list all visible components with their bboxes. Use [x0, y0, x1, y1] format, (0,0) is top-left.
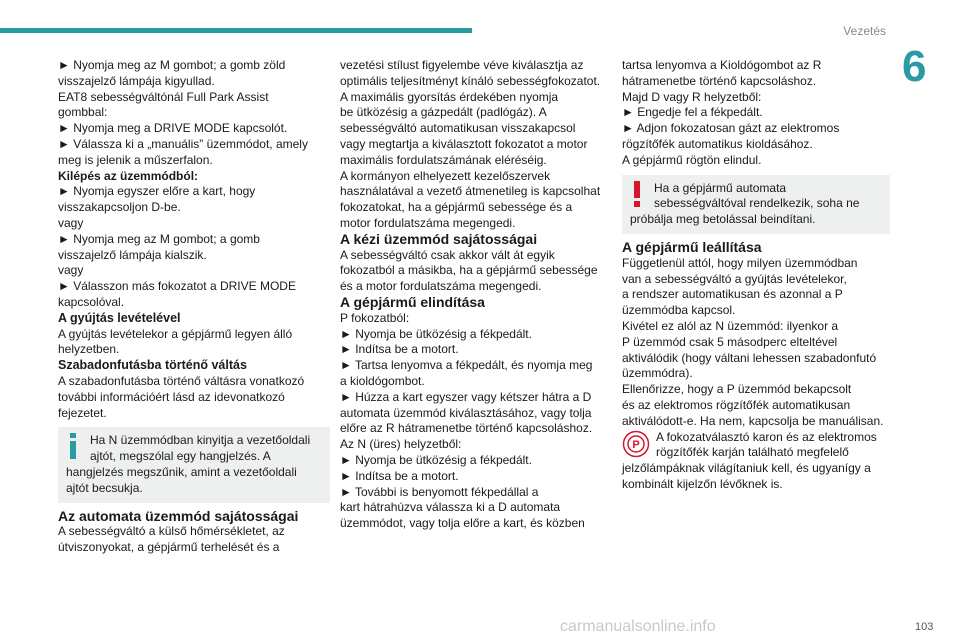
text-line: ► Nyomja meg a DRIVE MODE kapcsolót.: [58, 121, 288, 136]
text-line: ► Nyomja meg az M gombot; a gomb: [58, 231, 260, 246]
text-line: A sebességváltó csak akkor vált át egyik: [340, 247, 555, 262]
text-line: kart hátrahúzva válassza ki a D automata: [340, 500, 561, 515]
svg-text:P: P: [632, 438, 640, 451]
text-line: vezetési stílust figyelembe véve kiválasztja az: [340, 58, 584, 72]
text-line: üzemmódot, vagy tolja előre a kart, és közben: [340, 516, 585, 531]
text-line: rögzítőfék karján található megfelelő: [656, 445, 849, 460]
text-line: van a sebességváltó a gyújtás levételekor,: [622, 271, 847, 286]
text-line: kapcsolóval.: [58, 294, 125, 309]
heading-auto-mode: Az automata üzemmód sajátosságai: [58, 507, 299, 524]
text-line: Az N (üres) helyzetből:: [340, 437, 462, 452]
text-line: útviszonyokat, a gépjármű terhelését és a: [58, 540, 280, 555]
text-line: Kivétel ez alól az N üzemmód: ilyenkor a: [622, 318, 839, 333]
text-line: automata üzemmód kiválasztásához, vagy tolja: [340, 405, 592, 420]
text-line: A kormányon elhelyezett kezelőszervek: [340, 168, 551, 183]
chapter-number: 6: [902, 42, 927, 91]
text-line: ► Indítsa be a motort.: [340, 468, 459, 483]
parking-brake-paragraph: [622, 430, 890, 493]
text-line: P fokozatból:: [340, 310, 410, 325]
text-line: tartsa lenyomva a Kioldógombot az R: [622, 58, 822, 72]
column-3: [622, 58, 890, 493]
text-line: a kioldógombot.: [340, 373, 425, 388]
text-line: ► Nyomja be ütközésig a fékpedált.: [340, 326, 532, 341]
text-line: üzemmódra).: [622, 366, 693, 381]
text-line: gombbal:: [58, 105, 108, 120]
text-line: ► Válasszon más fokozatot a DRIVE MODE: [58, 279, 296, 294]
heading-starting: A gépjármű elindítása: [340, 293, 485, 310]
text-line: vagy megtartja a kiválasztott fokozatot a motor: [340, 136, 588, 151]
info-icon: [66, 433, 80, 459]
text-line: A sebességváltó a külső hőmérsékletet, az: [58, 524, 285, 539]
text-line: visszajelző lámpája kialszik.: [58, 247, 207, 262]
text-line: és az elektromos rögzítőfék automatikusan: [622, 397, 851, 412]
text-line: jelzőlámpáknak világítaniuk kell, és ugyanígy a: [622, 461, 871, 476]
text-line: Majd D vagy R helyzetből:: [622, 89, 762, 104]
text-line: optimális teljesítményt kínáló sebességfokozatot.: [340, 73, 601, 88]
heading-ignition-off: A gyújtás levételével: [58, 310, 181, 325]
text-line: meg is jelenik a műszerfalon.: [58, 152, 213, 167]
text-line: a rendszer automatikusan és azonnal a P: [622, 287, 843, 302]
text-line: fokozatokat, ha a gépjármű sebessége és a: [340, 200, 573, 215]
text-line: kombinált kijelzőn lévőknek is.: [622, 476, 783, 491]
header-accent-bar: [0, 28, 472, 33]
text-line: Ellenőrizze, hogy a P üzemmód bekapcsolt: [622, 382, 852, 397]
subheading: Kilépés az üzemmódból:: [58, 168, 199, 183]
text-line: P üzemmód csak 5 másodperc elteltével: [622, 334, 838, 349]
parking-brake-icon: [622, 430, 650, 458]
heading-freewheel: Szabadonfutásba történő váltás: [58, 358, 247, 373]
text-line: ► Adjon fokozatosan gázt az elektromos: [622, 121, 840, 136]
text-line: további információért lásd az idevonatkozó: [58, 389, 285, 404]
text-line: EAT8 sebességváltónál Full Park Assist: [58, 89, 269, 104]
section-title: Vezetés: [843, 24, 886, 38]
text-line: aktiválódott-e. Ha nem, kapcsolja be manuálisan.: [622, 413, 884, 428]
text-line: A maximális gyorsítás érdekében nyomja: [340, 89, 559, 104]
text-line: aktiválódik (hogy váltani lehessen szabadonfutó: [622, 350, 877, 365]
note-line: ajtót becsukja.: [66, 480, 143, 495]
column-1: [58, 58, 330, 556]
info-note: [58, 427, 330, 502]
heading-stopping: A gépjármű leállítása: [622, 238, 762, 255]
text-line: visszajelző lámpája kigyullad.: [58, 73, 215, 88]
text-line: előre az R hátramenetbe történő kapcsoláshoz.: [340, 421, 593, 436]
text-line: hátramenetbe történő kapcsoláshoz.: [622, 73, 817, 88]
text-line: és a motor fordulatszáma megengedi.: [340, 279, 542, 294]
text-line: ► Tartsa lenyomva a fékpedált, és nyomja meg: [340, 358, 593, 373]
text-line: maximális fordulatszámának eléréséig.: [340, 152, 547, 167]
text-line: ► Nyomja be ütközésig a fékpedált.: [340, 452, 532, 467]
text-line: ► Nyomja egyszer előre a kart, hogy: [58, 184, 256, 199]
text-line: ► Húzza a kart egyszer vagy kétszer hátra a D: [340, 389, 592, 404]
text-line: ► Nyomja meg az M gombot; a gomb zöld: [58, 58, 286, 72]
note-line: próbálja meg betolással beindítani.: [630, 212, 816, 227]
text-line: visszakapcsoljon D-be.: [58, 200, 181, 215]
text-line: vagy: [58, 263, 84, 278]
text-line: fejezetet.: [58, 405, 107, 420]
note-line: ajtót, megszólal egy hangjelzés. A: [90, 449, 271, 464]
note-line: Ha N üzemmódban kinyitja a vezetőoldali: [90, 433, 311, 448]
warning-note: [622, 175, 890, 234]
text-line: Függetlenül attól, hogy milyen üzemmódban: [622, 255, 858, 270]
text-line: ► Válassza ki a „manuális” üzemmódot, amely: [58, 136, 308, 151]
text-line: A gyújtás levételekor a gépjármű legyen álló: [58, 326, 293, 341]
page-number: 103: [915, 621, 934, 633]
column-2: [340, 58, 610, 532]
text-line: A fokozatválasztó karon és az elektromos: [656, 429, 877, 444]
text-line: be ütközésig a gázpedált (padlógáz). A: [340, 105, 547, 120]
note-line: hangjelzés megszűnik, amint a vezetőoldali: [66, 464, 297, 479]
text-line: fokozatból a másikba, ha a gépjármű sebessége: [340, 263, 598, 278]
text-line: használatával a vezető átmenetileg is kapcsolhat: [340, 184, 601, 199]
text-line: üzemmódba kapcsol.: [622, 303, 736, 318]
note-line: sebességváltóval rendelkezik, soha ne: [654, 196, 860, 211]
text-line: A szabadonfutásba történő váltásra vonatkozó: [58, 373, 305, 388]
text-line: motor fordulatszáma megengedi.: [340, 215, 516, 230]
note-line: Ha a gépjármű automata: [654, 180, 787, 195]
text-line: rögzítőfék automatikus kioldásához.: [622, 136, 813, 151]
text-line: A gépjármű rögtön elindul.: [622, 152, 762, 167]
text-line: ► Engedje fel a fékpedált.: [622, 105, 763, 120]
warning-icon: [630, 181, 644, 207]
text-line: ► Indítsa be a motort.: [340, 342, 459, 357]
text-line: helyzetben.: [58, 342, 120, 357]
text-line: sebességváltó automatikusan visszakapcsol: [340, 121, 576, 136]
text-line: vagy: [58, 215, 84, 230]
heading-manual-mode: A kézi üzemmód sajátosságai: [340, 230, 538, 247]
watermark: carmanualsonline.info: [560, 618, 716, 635]
text-line: ► További is benyomott fékpedállal a: [340, 484, 539, 499]
